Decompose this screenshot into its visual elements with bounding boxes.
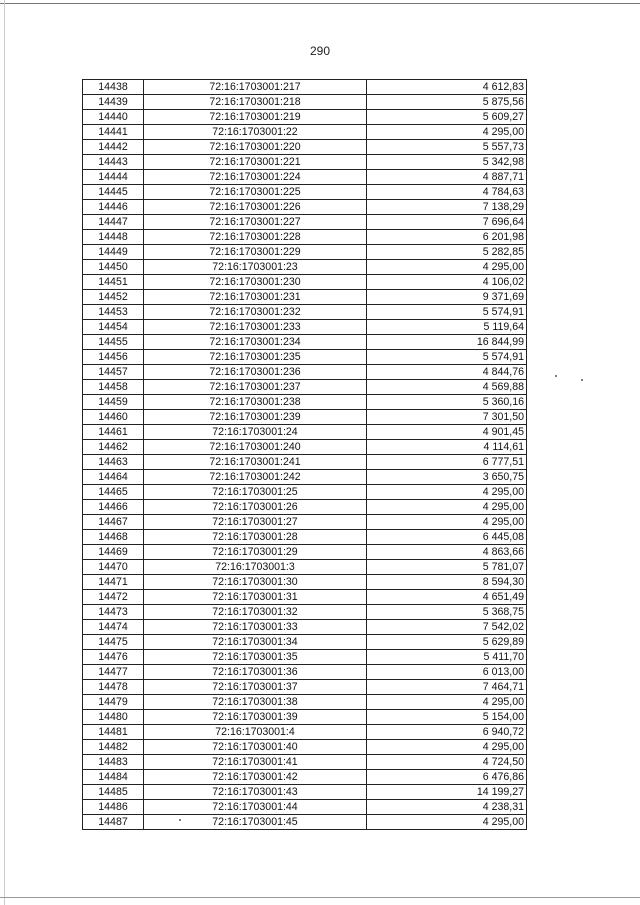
area-cell: 4 844,76	[367, 365, 527, 380]
row-number-cell: 14484	[83, 770, 144, 785]
cadastral-number-cell: 72:16:1703001:45	[144, 815, 367, 830]
row-number-cell: 14457	[83, 365, 144, 380]
row-number-cell: 14463	[83, 455, 144, 470]
row-number-cell: 14467	[83, 515, 144, 530]
table-row	[83, 155, 527, 170]
cadastral-number-cell: 72:16:1703001:24	[144, 425, 367, 440]
cadastral-number-cell: 72:16:1703001:42	[144, 770, 367, 785]
table-row	[83, 590, 527, 605]
area-cell: 5 154,00	[367, 710, 527, 725]
row-number-cell: 14447	[83, 215, 144, 230]
cadastral-number-cell: 72:16:1703001:37	[144, 680, 367, 695]
table-row	[83, 245, 527, 260]
row-number-cell: 14448	[83, 230, 144, 245]
table-row	[83, 290, 527, 305]
table-row	[83, 665, 527, 680]
area-cell: 5 360,16	[367, 395, 527, 410]
area-cell: 14 199,27	[367, 785, 527, 800]
row-number-cell: 14479	[83, 695, 144, 710]
row-number-cell: 14451	[83, 275, 144, 290]
table-row	[83, 365, 527, 380]
row-number-cell: 14446	[83, 200, 144, 215]
area-cell: 4 238,31	[367, 800, 527, 815]
cadastral-number-cell: 72:16:1703001:28	[144, 530, 367, 545]
row-number-cell: 14453	[83, 305, 144, 320]
table-row	[83, 785, 527, 800]
row-number-cell: 14440	[83, 110, 144, 125]
row-number-cell: 14460	[83, 410, 144, 425]
scan-speck	[555, 375, 557, 377]
table-row	[83, 530, 527, 545]
table-row	[83, 110, 527, 125]
scan-speck	[179, 819, 181, 821]
row-number-cell: 14487	[83, 815, 144, 830]
area-cell: 5 781,07	[367, 560, 527, 575]
area-cell: 6 777,51	[367, 455, 527, 470]
cadastral-number-cell: 72:16:1703001:238	[144, 395, 367, 410]
area-cell: 4 612,83	[367, 80, 527, 95]
table-row	[83, 170, 527, 185]
cadastral-number-cell: 72:16:1703001:4	[144, 725, 367, 740]
table-row	[83, 395, 527, 410]
table-row	[83, 695, 527, 710]
table-row	[83, 620, 527, 635]
row-number-cell: 14445	[83, 185, 144, 200]
row-number-cell: 14473	[83, 605, 144, 620]
area-cell: 4 863,66	[367, 545, 527, 560]
cadastral-number-cell: 72:16:1703001:227	[144, 215, 367, 230]
row-number-cell: 14456	[83, 350, 144, 365]
cadastral-number-cell: 72:16:1703001:219	[144, 110, 367, 125]
table-row	[83, 815, 527, 830]
area-cell: 9 371,69	[367, 290, 527, 305]
table-row	[83, 470, 527, 485]
area-cell: 4 114,61	[367, 440, 527, 455]
row-number-cell: 14474	[83, 620, 144, 635]
row-number-cell: 14438	[83, 80, 144, 95]
cadastral-number-cell: 72:16:1703001:22	[144, 125, 367, 140]
cadastral-table	[82, 79, 527, 830]
area-cell: 4 295,00	[367, 695, 527, 710]
table-row	[83, 440, 527, 455]
row-number-cell: 14480	[83, 710, 144, 725]
cadastral-number-cell: 72:16:1703001:231	[144, 290, 367, 305]
table-row	[83, 605, 527, 620]
table-row	[83, 260, 527, 275]
cadastral-number-cell: 72:16:1703001:217	[144, 80, 367, 95]
area-cell: 8 594,30	[367, 575, 527, 590]
row-number-cell: 14478	[83, 680, 144, 695]
area-cell: 7 464,71	[367, 680, 527, 695]
cadastral-number-cell: 72:16:1703001:29	[144, 545, 367, 560]
cadastral-number-cell: 72:16:1703001:26	[144, 500, 367, 515]
row-number-cell: 14476	[83, 650, 144, 665]
row-number-cell: 14458	[83, 380, 144, 395]
row-number-cell: 14459	[83, 395, 144, 410]
row-number-cell: 14454	[83, 320, 144, 335]
cadastral-number-cell: 72:16:1703001:39	[144, 710, 367, 725]
cadastral-number-cell: 72:16:1703001:27	[144, 515, 367, 530]
scan-bottom-edge	[0, 897, 640, 898]
area-cell: 4 901,45	[367, 425, 527, 440]
cadastral-number-cell: 72:16:1703001:31	[144, 590, 367, 605]
table-row	[83, 380, 527, 395]
cadastral-number-cell: 72:16:1703001:221	[144, 155, 367, 170]
area-cell: 4 295,00	[367, 500, 527, 515]
table-row	[83, 425, 527, 440]
row-number-cell: 14483	[83, 755, 144, 770]
table-row	[83, 545, 527, 560]
area-cell: 6 940,72	[367, 725, 527, 740]
table-row	[83, 680, 527, 695]
row-number-cell: 14468	[83, 530, 144, 545]
cadastral-number-cell: 72:16:1703001:40	[144, 740, 367, 755]
area-cell: 4 295,00	[367, 485, 527, 500]
area-cell: 5 119,64	[367, 320, 527, 335]
row-number-cell: 14481	[83, 725, 144, 740]
area-cell: 5 282,85	[367, 245, 527, 260]
table-row	[83, 485, 527, 500]
area-cell: 6 476,86	[367, 770, 527, 785]
row-number-cell: 14485	[83, 785, 144, 800]
area-cell: 4 106,02	[367, 275, 527, 290]
area-cell: 4 295,00	[367, 740, 527, 755]
area-cell: 4 569,88	[367, 380, 527, 395]
cadastral-number-cell: 72:16:1703001:38	[144, 695, 367, 710]
scan-left-edge	[4, 0, 5, 905]
cadastral-number-cell: 72:16:1703001:232	[144, 305, 367, 320]
area-cell: 5 574,91	[367, 305, 527, 320]
table-row	[83, 710, 527, 725]
table-row	[83, 500, 527, 515]
table-row	[83, 650, 527, 665]
table-row	[83, 125, 527, 140]
area-cell: 4 724,50	[367, 755, 527, 770]
area-cell: 5 342,98	[367, 155, 527, 170]
row-number-cell: 14452	[83, 290, 144, 305]
table-row	[83, 185, 527, 200]
cadastral-number-cell: 72:16:1703001:44	[144, 800, 367, 815]
cadastral-number-cell: 72:16:1703001:234	[144, 335, 367, 350]
cadastral-table-body	[83, 80, 527, 830]
table-row	[83, 410, 527, 425]
table-row	[83, 140, 527, 155]
row-number-cell: 14475	[83, 635, 144, 650]
row-number-cell: 14482	[83, 740, 144, 755]
table-row	[83, 455, 527, 470]
area-cell: 7 301,50	[367, 410, 527, 425]
area-cell: 4 651,49	[367, 590, 527, 605]
table-row	[83, 230, 527, 245]
table-row	[83, 275, 527, 290]
row-number-cell: 14439	[83, 95, 144, 110]
table-row	[83, 95, 527, 110]
cadastral-number-cell: 72:16:1703001:224	[144, 170, 367, 185]
row-number-cell: 14469	[83, 545, 144, 560]
row-number-cell: 14444	[83, 170, 144, 185]
area-cell: 5 368,75	[367, 605, 527, 620]
row-number-cell: 14449	[83, 245, 144, 260]
area-cell: 6 445,08	[367, 530, 527, 545]
area-cell: 4 887,71	[367, 170, 527, 185]
scan-speck	[581, 379, 583, 381]
area-cell: 4 295,00	[367, 125, 527, 140]
cadastral-number-cell: 72:16:1703001:225	[144, 185, 367, 200]
table-row	[83, 800, 527, 815]
row-number-cell: 14450	[83, 260, 144, 275]
area-cell: 3 650,75	[367, 470, 527, 485]
cadastral-number-cell: 72:16:1703001:33	[144, 620, 367, 635]
area-cell: 5 574,91	[367, 350, 527, 365]
row-number-cell: 14441	[83, 125, 144, 140]
area-cell: 7 542,02	[367, 620, 527, 635]
row-number-cell: 14477	[83, 665, 144, 680]
row-number-cell: 14443	[83, 155, 144, 170]
row-number-cell: 14486	[83, 800, 144, 815]
cadastral-number-cell: 72:16:1703001:25	[144, 485, 367, 500]
cadastral-number-cell: 72:16:1703001:236	[144, 365, 367, 380]
area-cell: 5 609,27	[367, 110, 527, 125]
cadastral-number-cell: 72:16:1703001:218	[144, 95, 367, 110]
table-row	[83, 515, 527, 530]
table-row	[83, 740, 527, 755]
area-cell: 6 201,98	[367, 230, 527, 245]
cadastral-number-cell: 72:16:1703001:241	[144, 455, 367, 470]
cadastral-number-cell: 72:16:1703001:34	[144, 635, 367, 650]
cadastral-number-cell: 72:16:1703001:237	[144, 380, 367, 395]
cadastral-number-cell: 72:16:1703001:43	[144, 785, 367, 800]
area-cell: 5 629,89	[367, 635, 527, 650]
cadastral-number-cell: 72:16:1703001:41	[144, 755, 367, 770]
area-cell: 6 013,00	[367, 665, 527, 680]
table-row	[83, 305, 527, 320]
table-row	[83, 320, 527, 335]
area-cell: 5 557,73	[367, 140, 527, 155]
area-cell: 7 696,64	[367, 215, 527, 230]
scan-top-edge	[0, 3, 640, 4]
cadastral-number-cell: 72:16:1703001:30	[144, 575, 367, 590]
cadastral-number-cell: 72:16:1703001:239	[144, 410, 367, 425]
cadastral-number-cell: 72:16:1703001:228	[144, 230, 367, 245]
row-number-cell: 14442	[83, 140, 144, 155]
row-number-cell: 14461	[83, 425, 144, 440]
table-row	[83, 725, 527, 740]
cadastral-number-cell: 72:16:1703001:240	[144, 440, 367, 455]
table-row	[83, 770, 527, 785]
table-row	[83, 575, 527, 590]
table-row	[83, 335, 527, 350]
cadastral-number-cell: 72:16:1703001:226	[144, 200, 367, 215]
cadastral-number-cell: 72:16:1703001:23	[144, 260, 367, 275]
table-row	[83, 200, 527, 215]
cadastral-number-cell: 72:16:1703001:35	[144, 650, 367, 665]
cadastral-number-cell: 72:16:1703001:229	[144, 245, 367, 260]
cadastral-number-cell: 72:16:1703001:220	[144, 140, 367, 155]
cadastral-number-cell: 72:16:1703001:32	[144, 605, 367, 620]
table-row	[83, 350, 527, 365]
row-number-cell: 14464	[83, 470, 144, 485]
cadastral-number-cell: 72:16:1703001:36	[144, 665, 367, 680]
area-cell: 5 411,70	[367, 650, 527, 665]
table-row	[83, 635, 527, 650]
table-row	[83, 755, 527, 770]
row-number-cell: 14466	[83, 500, 144, 515]
area-cell: 16 844,99	[367, 335, 527, 350]
table-row	[83, 80, 527, 95]
area-cell: 7 138,29	[367, 200, 527, 215]
area-cell: 4 295,00	[367, 260, 527, 275]
row-number-cell: 14472	[83, 590, 144, 605]
table-row	[83, 215, 527, 230]
cadastral-number-cell: 72:16:1703001:242	[144, 470, 367, 485]
cadastral-number-cell: 72:16:1703001:235	[144, 350, 367, 365]
table-row	[83, 560, 527, 575]
area-cell: 4 784,63	[367, 185, 527, 200]
page-number: 290	[309, 44, 331, 58]
row-number-cell: 14471	[83, 575, 144, 590]
cadastral-number-cell: 72:16:1703001:233	[144, 320, 367, 335]
row-number-cell: 14465	[83, 485, 144, 500]
row-number-cell: 14462	[83, 440, 144, 455]
area-cell: 4 295,00	[367, 515, 527, 530]
area-cell: 4 295,00	[367, 815, 527, 830]
cadastral-number-cell: 72:16:1703001:230	[144, 275, 367, 290]
cadastral-number-cell: 72:16:1703001:3	[144, 560, 367, 575]
row-number-cell: 14455	[83, 335, 144, 350]
row-number-cell: 14470	[83, 560, 144, 575]
area-cell: 5 875,56	[367, 95, 527, 110]
